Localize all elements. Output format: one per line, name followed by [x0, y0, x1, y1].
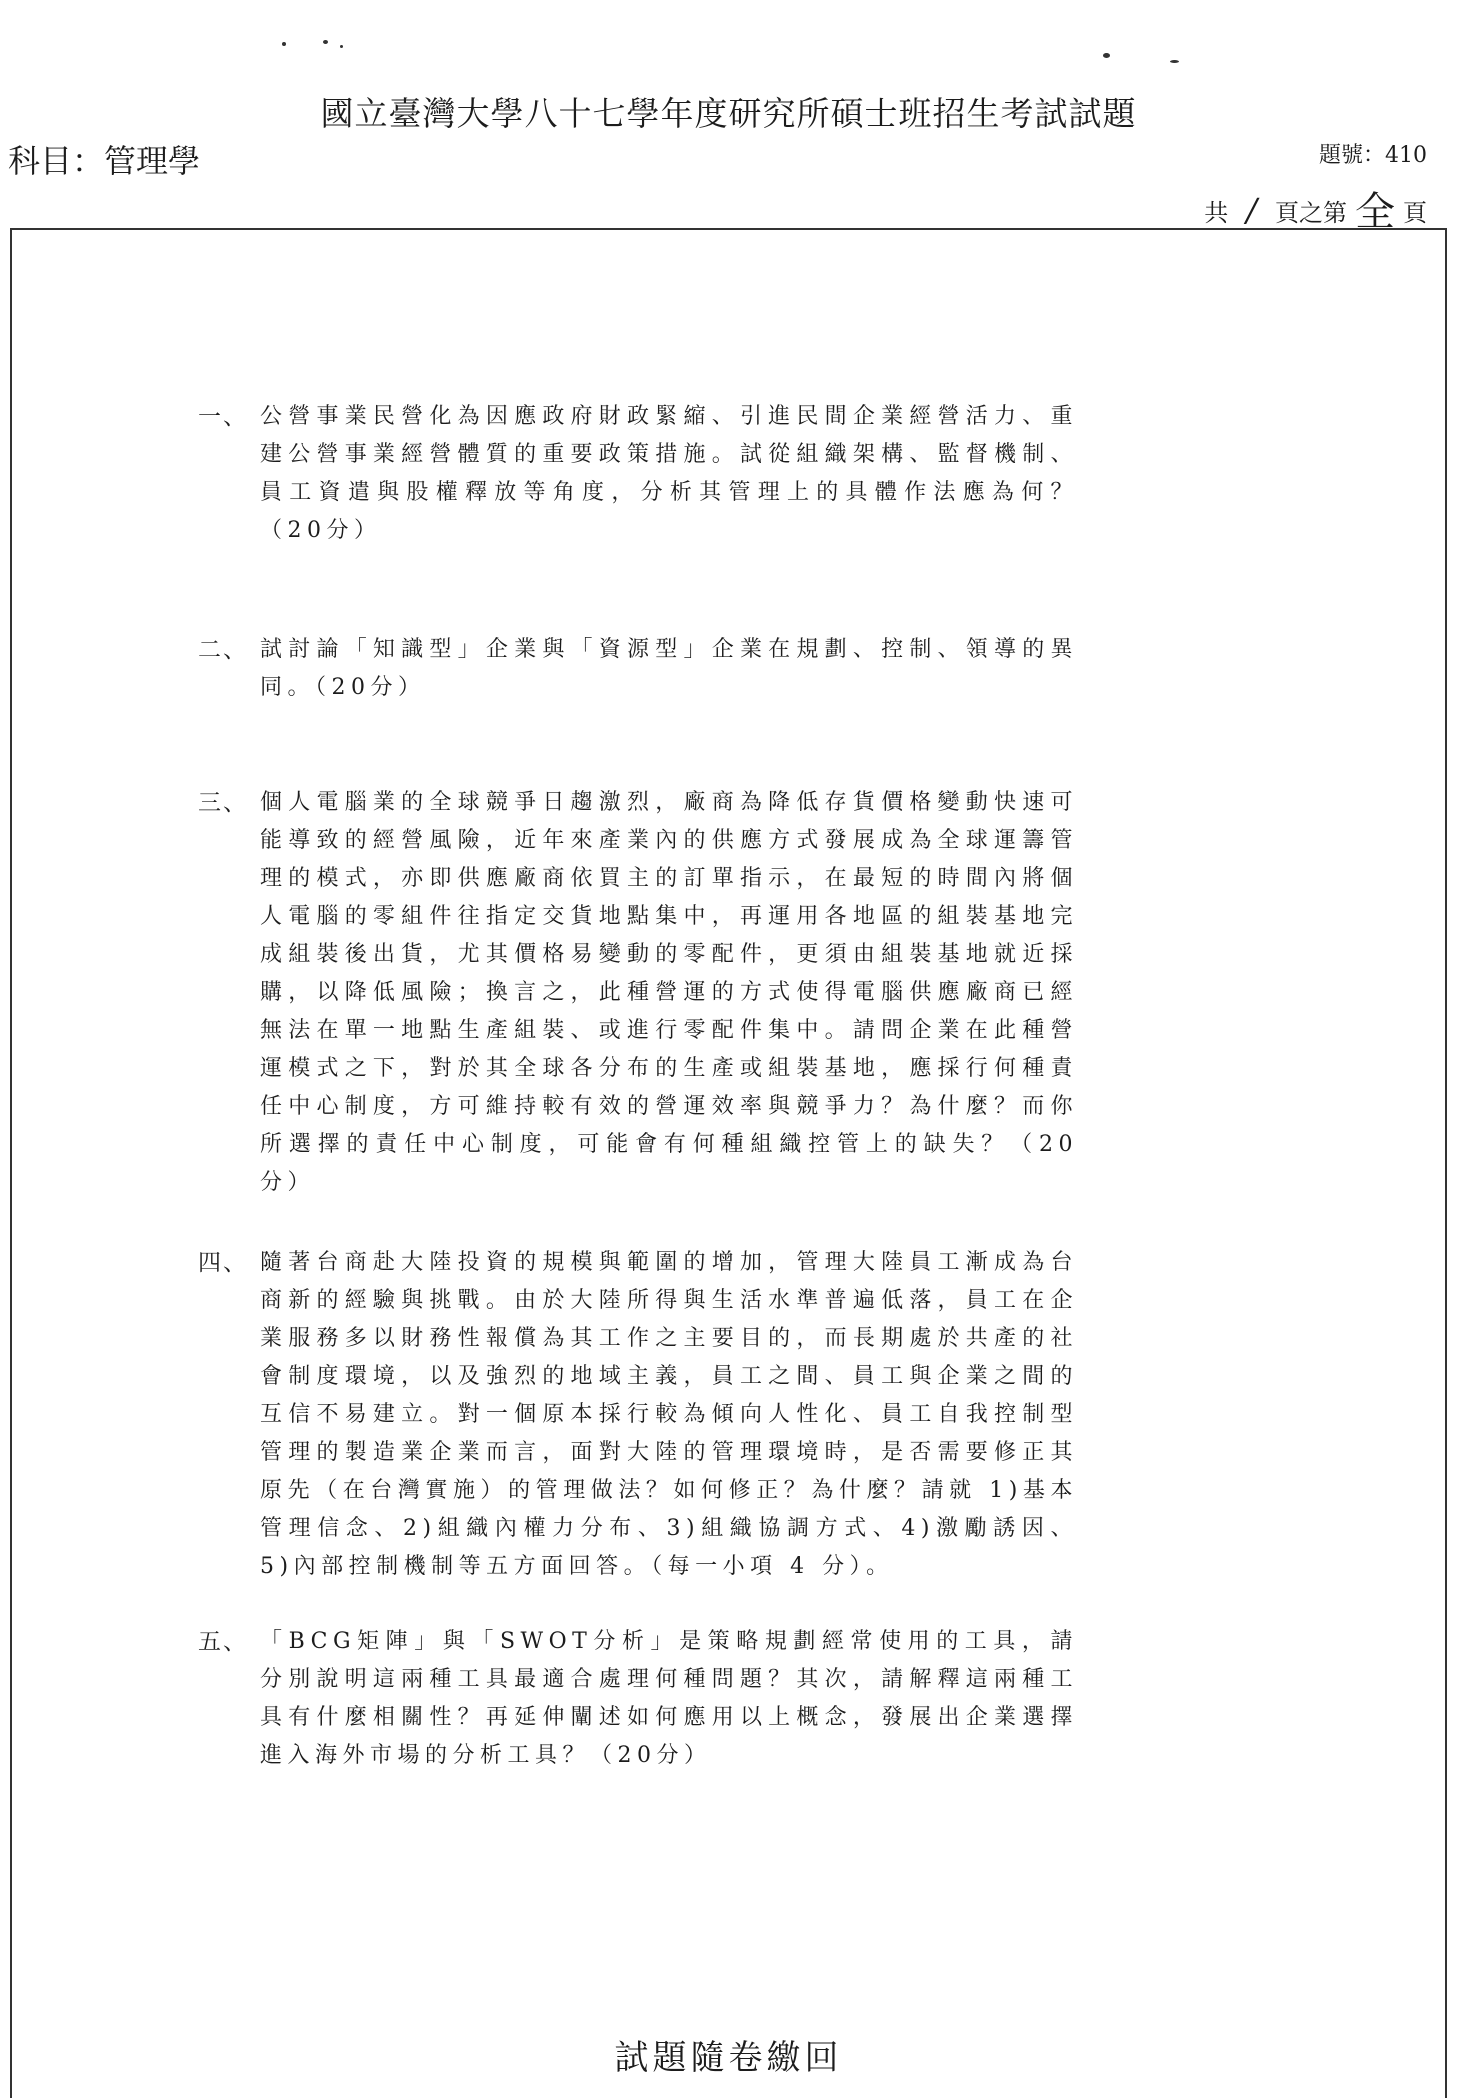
scan-speck: [340, 45, 343, 48]
subject-label: 科目：管理學: [8, 142, 201, 180]
question-number: 題號：410: [1319, 143, 1427, 168]
pages-slash: /: [1246, 191, 1257, 229]
question-number-label: 三、: [198, 790, 248, 816]
scan-speck: [1170, 60, 1179, 63]
question-1: [198, 398, 1078, 550]
pages-prefix: 共: [1204, 199, 1229, 227]
question-number-label: 二、: [198, 637, 248, 663]
exam-title: 國立臺灣大學八十七學年度研究所碩士班招生考試試題: [320, 94, 1137, 133]
question-number-label: 五、: [198, 1629, 248, 1655]
scan-speck: [323, 40, 328, 44]
pages-value: 全: [1355, 189, 1395, 235]
question-4: [198, 1244, 1078, 1586]
pages-middle: 頁之第: [1275, 199, 1347, 227]
scan-speck: [282, 42, 286, 46]
question-number-label: 四、: [198, 1250, 248, 1276]
question-text: 試討論「知識型」企業與「資源型」企業在規劃、控制、領導的異同。（20分）: [260, 637, 1078, 700]
question-text: 個人電腦業的全球競爭日趨激烈，廠商為降低存貨價格變動快速可能導致的經營風險，近年來產業內的供應方式發展成為全球運籌管理的模式，亦即供應廠商依買主的訂單指示，在最短的時間內將個人電腦的零組件往指定交貨地點集中，再運用各地區的組裝基地完成組裝後出貨，尤其價格易變動的零配件，更須由組裝基地就近採購，以降低風險；換言之，此種營運的方式使得電腦供應廠商已經無法在單一地點生產組裝、或進行零配件集中。請問企業在此種營運模式之下，對於其全球各分布的生產或組裝基地，應採行何種責任中心制度，方可維持較有效的營運效率與競爭力？為什麼？而你所選擇的責任中心制度，可能會有何種組織控管上的缺失？（20分）: [260, 790, 1078, 1195]
scan-speck: [1103, 53, 1110, 58]
question-2: [198, 631, 1078, 707]
footer-note: 試題隨卷繳回: [614, 2038, 843, 2078]
question-text: 「BCG矩陣」與「SWOT分析」是策略規劃經常使用的工具，請分別說明這兩種工具最適合處理何種問題？其次，請解釋這兩種工具有什麼相關性？再延伸闡述如何應用以上概念，發展出企業選擇進入海外市場的分析工具？（20分）: [260, 1629, 1078, 1768]
question-5: [198, 1623, 1078, 1775]
question-text: 隨著台商赴大陸投資的規模與範圍的增加，管理大陸員工漸成為台商新的經驗與挑戰。由於大陸所得與生活水準普遍低落，員工在企業服務多以財務性報償為其工作之主要目的，而長期處於共產的社會制度環境，以及強烈的地域主義，員工之間、員工與企業之間的互信不易建立。對一個原本採行較為傾向人性化、員工自我控制型管理的製造業企業而言，面對大陸的管理環境時，是否需要修正其原先（在台灣實施）的管理做法？如何修正？為什麼？請就 1)基本管理信念、2)組織內權力分布、3)組織協調方式、4)激勵誘因、5)內部控制機制等五方面回答。（每一小項 4 分）。: [260, 1250, 1078, 1579]
question-number-label: 一、: [198, 404, 248, 430]
question-text: 公營事業民營化為因應政府財政緊縮、引進民間企業經營活力、重建公營事業經營體質的重要政策措施。試從組織架構、監督機制、員工資遣與股權釋放等角度，分析其管理上的具體作法應為何？（20分）: [260, 404, 1078, 543]
question-3: [198, 784, 1078, 1202]
pages-suffix: 頁: [1403, 199, 1427, 227]
